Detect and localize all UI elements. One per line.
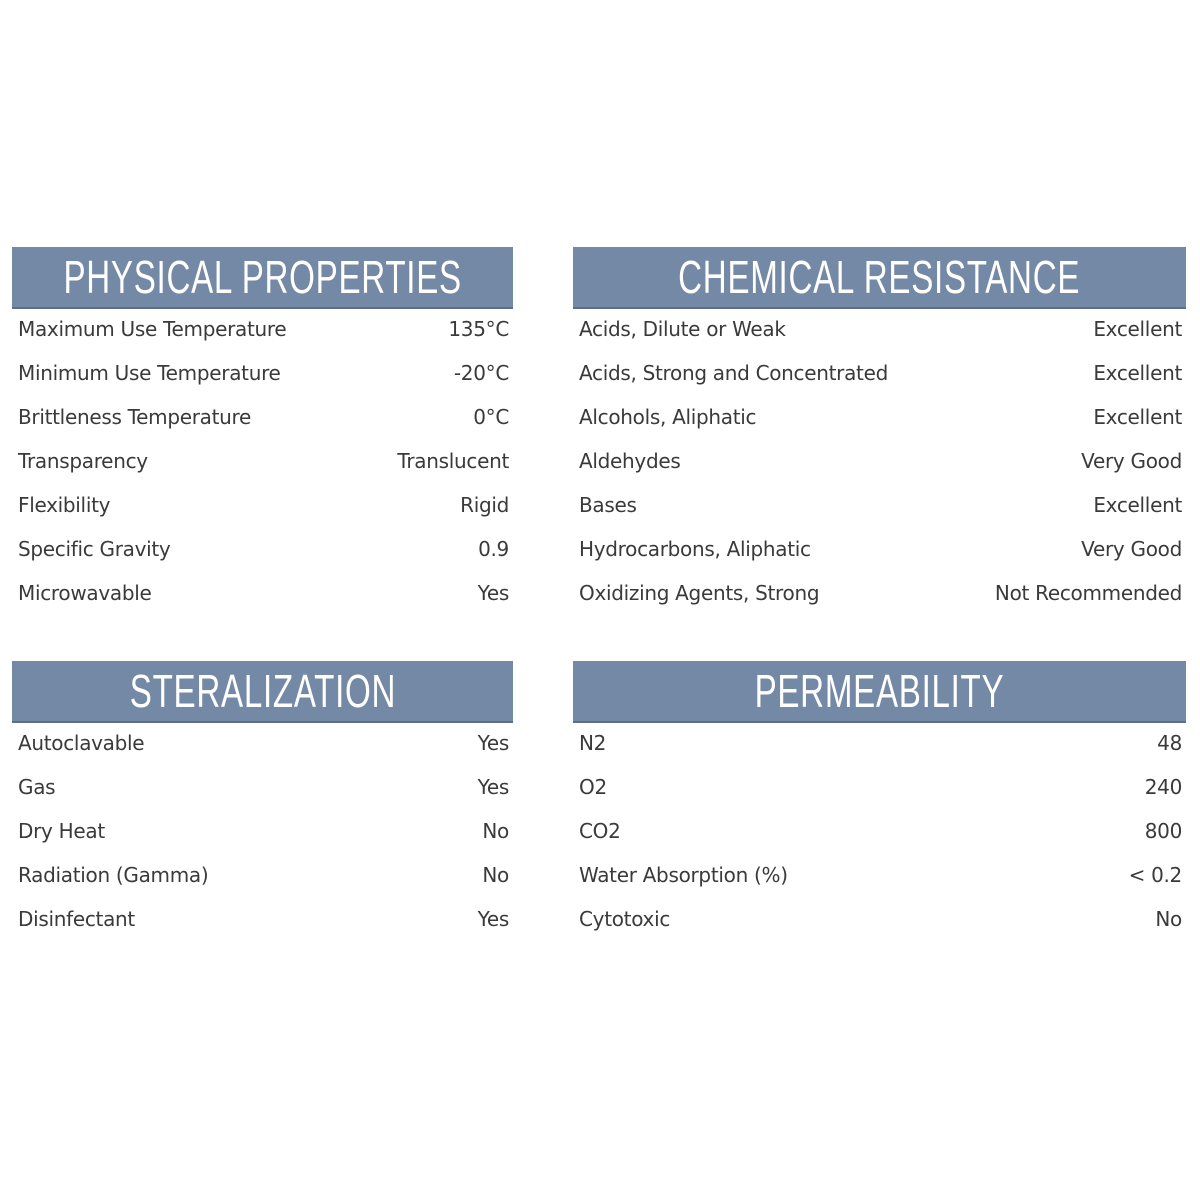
property-label: Bases: [579, 493, 637, 517]
property-label: Cytotoxic: [579, 907, 671, 931]
property-value: 0°C: [473, 405, 509, 429]
property-label: Flexibility: [18, 493, 111, 517]
property-value: Yes: [477, 775, 509, 799]
property-value: Excellent: [1093, 405, 1182, 429]
property-value: -20°C: [453, 361, 509, 385]
property-row: [573, 721, 1186, 765]
property-value: Not Recommended: [994, 581, 1182, 605]
property-label: Autoclavable: [18, 731, 145, 755]
property-value: Yes: [477, 581, 509, 605]
property-label: O2: [579, 775, 607, 799]
property-label: Disinfectant: [18, 907, 135, 931]
property-value: Translucent: [397, 449, 509, 473]
property-value: No: [1155, 907, 1182, 931]
property-value: 0.9: [478, 537, 509, 561]
property-value: Excellent: [1093, 493, 1182, 517]
physical-properties-panel: [12, 247, 513, 615]
property-row: [573, 571, 1186, 615]
property-label: Alcohols, Aliphatic: [579, 405, 757, 429]
property-row: [12, 721, 513, 765]
property-label: Acids, Strong and Concentrated: [579, 361, 888, 385]
property-row: [573, 897, 1186, 941]
property-row: [12, 897, 513, 941]
property-row: [12, 765, 513, 809]
property-label: Gas: [18, 775, 56, 799]
property-value: 800: [1144, 819, 1182, 843]
property-value: Yes: [477, 907, 509, 931]
property-value: 48: [1157, 731, 1182, 755]
property-label: Hydrocarbons, Aliphatic: [579, 537, 811, 561]
property-value: Very Good: [1081, 449, 1182, 473]
sterilization-panel: [12, 661, 513, 941]
property-row: [573, 853, 1186, 897]
property-label: Transparency: [18, 449, 148, 473]
property-label: Specific Gravity: [18, 537, 171, 561]
property-value: < 0.2: [1128, 863, 1182, 887]
property-value: Excellent: [1093, 361, 1182, 385]
section-title: CHEMICAL RESISTANCE: [678, 251, 1081, 303]
property-row: [573, 527, 1186, 571]
property-row: [12, 809, 513, 853]
section-header: [12, 661, 513, 723]
permeability-panel: [573, 661, 1186, 941]
property-value: Rigid: [460, 493, 509, 517]
property-label: Aldehydes: [579, 449, 681, 473]
property-row: [12, 571, 513, 615]
property-label: Acids, Dilute or Weak: [579, 317, 786, 341]
section-header: [573, 247, 1186, 309]
property-row: [12, 351, 513, 395]
property-row: [573, 809, 1186, 853]
property-row: [12, 527, 513, 571]
property-value: No: [482, 819, 509, 843]
property-value: Very Good: [1081, 537, 1182, 561]
property-row: [12, 307, 513, 351]
property-row: [12, 483, 513, 527]
property-label: Water Absorption (%): [579, 863, 788, 887]
property-row: [12, 853, 513, 897]
section-title: STERALIZATION: [129, 665, 396, 717]
property-row: [12, 439, 513, 483]
property-label: Oxidizing Agents, Strong: [579, 581, 820, 605]
property-label: Dry Heat: [18, 819, 105, 843]
property-row: [573, 439, 1186, 483]
property-label: Brittleness Temperature: [18, 405, 252, 429]
property-label: Maximum Use Temperature: [18, 317, 287, 341]
property-label: Radiation (Gamma): [18, 863, 209, 887]
section-title: PHYSICAL PROPERTIES: [63, 251, 462, 303]
property-value: Yes: [477, 731, 509, 755]
section-header: [573, 661, 1186, 723]
property-value: No: [482, 863, 509, 887]
property-row: [573, 307, 1186, 351]
property-row: [12, 395, 513, 439]
property-label: N2: [579, 731, 607, 755]
property-row: [573, 483, 1186, 527]
section-header: [12, 247, 513, 309]
property-label: CO2: [579, 819, 621, 843]
property-value: 240: [1144, 775, 1182, 799]
property-label: Minimum Use Temperature: [18, 361, 281, 385]
property-row: [573, 351, 1186, 395]
property-value: 135°C: [448, 317, 509, 341]
property-label: Microwavable: [18, 581, 152, 605]
property-value: Excellent: [1093, 317, 1182, 341]
property-row: [573, 395, 1186, 439]
property-row: [573, 765, 1186, 809]
section-title: PERMEABILITY: [754, 665, 1005, 717]
chemical-resistance-panel: [573, 247, 1186, 615]
